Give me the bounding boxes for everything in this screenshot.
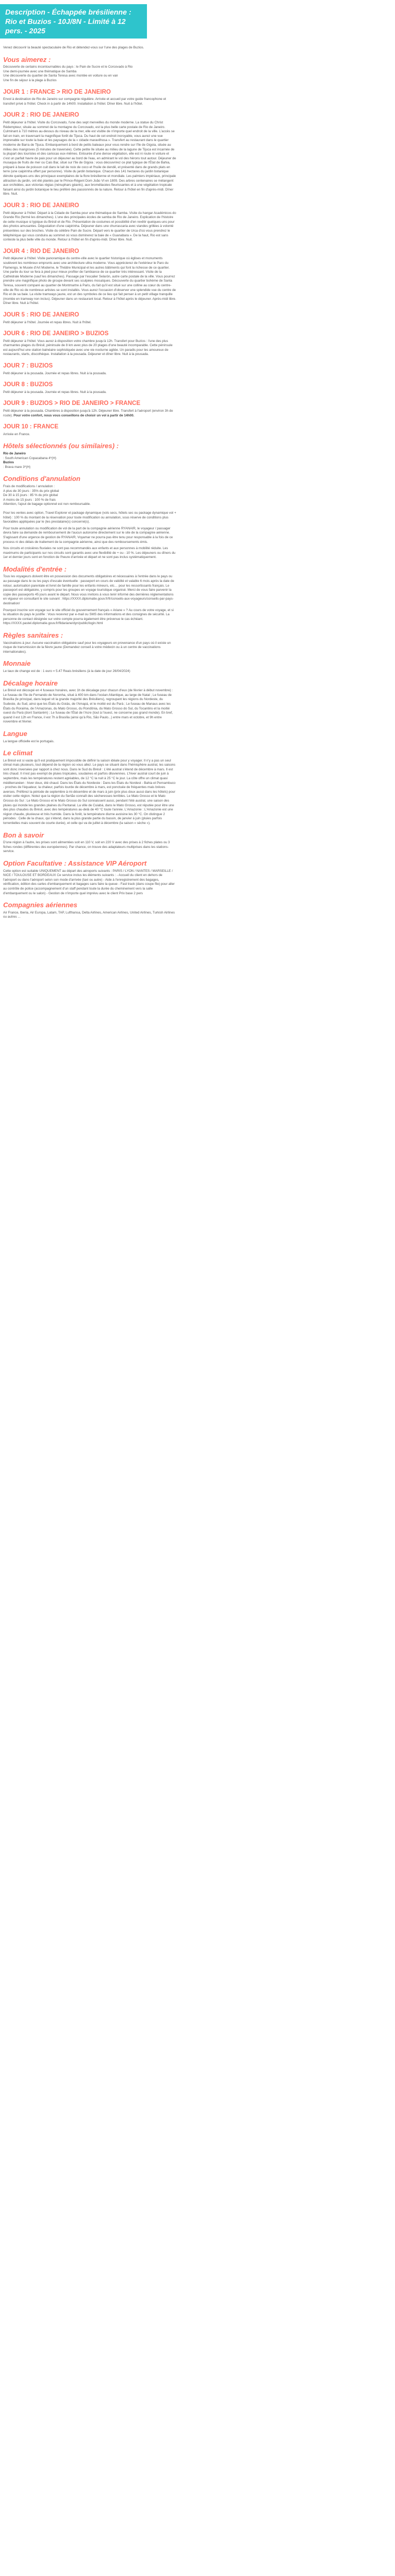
aimerez-list <box>3 65 176 83</box>
list-item: Découverte de certains incontournables du pays : le Pain de Sucre et le Corcovado à Rio <box>3 65 133 69</box>
annulation-paragraph: Nos circuits et croisières fluviales ne sont pas recommandés aux enfants et aux personnes à mobilité réduite. Les maximums de participants sur nos circuits sont garantis avec une flexibilité de + ou - 10 %. Les déjeuners ou dîners du 1er et dernier jours sont en fonction de l'heure d'arrivée et départ et ne sont pas inclus systématiquement. <box>3 547 176 560</box>
annulation-fees <box>3 485 176 507</box>
formalites-paragraph: Tous les voyageurs doivent être en possession des documents obligatoires et nécessaires à l'entrée dans le pays ou au passage dans le ou les pays d'escale éventuelle : passeport en cours de validité et valable 6 mois après la date de retour, autorisation parentale et livret de famille pour les enfants mineurs, etc… pour les ressortissants français. Le passeport est obligatoire, y compris pour les groupes en voyage touristique organisé. Merci de vous faire parvenir la copie des passeports 45 jours avant le départ. Nous vous invitons à vous tenir informé des dernières réglementations en vigueur en consultant le site suivant : https://XXXX.diplomatie.gouv.fr/fr/conseils-aux-voyageurs/conseils-par-pays-destination/ <box>3 575 175 606</box>
hotel-name: : South American Copacabana 4*(H) <box>3 456 56 460</box>
page-title: Description - Échappée brésilienne : Rio et Buzios - 10J/8N - Limité à 12 pers. - 2025 <box>0 4 147 39</box>
day-9-title: JOUR 9 : BUZIOS > RIO DE JANEIRO > FRANCE <box>3 400 141 407</box>
decalage-heading: Décalage horaire <box>3 679 58 687</box>
day-9-text <box>3 409 176 418</box>
langue-text: La langue officielle est le portugais. <box>3 739 55 743</box>
day-6-title: JOUR 6 : RIO DE JANEIRO > BUZIOS <box>3 331 109 337</box>
day-10-text: Arrivée en France. <box>3 432 30 436</box>
day-7-title: JOUR 7 : BUZIOS <box>3 363 53 370</box>
annulation-paragraph: Pour les ventes avec option, Travel Explorer et package dynamique (vols secs, hôtels sec ou package dynamique vol + hôtel) : 100 % du montant de la réservation pour toute modification ou annulation, sous réserve de conditions plus favorables appliquées par le (les prestataire(s) concerné(s). <box>3 511 176 524</box>
fee-line: A moins de 15 jours : 100 % de frais <box>3 498 56 502</box>
climat-paragraph: Le Brésil est si vaste qu'il est pratiquement impossible de définir la saison idéale pour y voyager. Il n'y a pas un seul climat mais plusieurs, tout dépend de la région où vous allez. Le pays se situant dans l'hémisphère austral, les saisons sont donc inversées par rapport à chez nous. Dans le Sud du Brésil : L'été austral s'étend de décembre à mars. Il est très chaud. Il n'est pas exempt de pluies tropicales, soudaines et parfois diluviennes. L'hiver austral court de juin à septembre, mais les températures restent agréables, de 12 °C la nuit à 25 °C le jour. La côte offre un climat quasi méditerranéen : hiver doux, été chaud. Dans les États du Nordeste : Dans les États du Nordest - Bahia et Pernambuco - proches de l'équateur, la chaleur, parfois lourde de décembre à mars, est ponctuée de fréquentes mais brèves averses. Préférez la période de septembre à mi-décembre et de mars à juin (prix plus doux aussi dans les hôtels) pour visiter cette région. Notez que la région du Sertão connaît des sécheresses terribles. Le Mato Grosso et le Mato Grosso do Sul : Le Mato Grosso et le Mato Grosso do Sul connaissent aussi, pendant l'été austral, une saison des pluies qui inonde les grandes plaines du Pantanal. La ville de Cuiabá, dans le Mato Grosso, est réputée pour être une des plus chaudes du Brésil, avec des températures au-delà de 40 °C toute l'année. L'Amazonie : L'Amazonie est une région chaude, pluvieuse et très humide. Dans la forêt, la température diurne avoisine les 30 °C. On distingue 2 périodes : Celle de la chaux, qui s'étend, dans la plus grande partie du bassin, de janvier à juin (pluies parfois torrentielles mais souvent de courte durée), et celle qui va de juillet à décembre (la saison « sèche »). <box>3 758 176 825</box>
intro-text: Venez découvrir la beauté spectaculaire de Rio et détendez-vous sur l'une des plages de Buzios. <box>3 46 144 49</box>
assistance-paragraph: Cette option est suitable UNIQUEMENT au départ des aéroports suivants : PARIS / LYON / NANTES / MARSEILLE / NICE / TOULOUSE ET BORDEAUX Ce service inclus les éléments suivants : - Accueil du client en dehors de l'aéroport ou dans l'aéroport selon son mode d'arrivée (taxi ou autre) - Aide à l'enregistrement des bagages, vérification, édition des cartes d'embarquement et bagages sans faire la queue - Fast track (dans coupe file) pour aller au contrôle de police (accompagnement d'un staff pendant toute la durée du cheminement vers la salle d'embarquement ou le salon) - Gestion de n'importe quel imprévu avec le client Prix base 2 pers <box>3 869 175 895</box>
assistance-heading: Option Facultative : Assistance VIP Aéroport <box>3 859 147 867</box>
monnaie-heading: Monnaie <box>3 659 31 668</box>
day-5-title: JOUR 5 : RIO DE JANEIRO <box>3 311 79 318</box>
sanitaires-paragraph: Vaccinations à jour. Aucune vaccination obligatoire sauf pour les voyageurs en provenance d'un pays où il existe un risque de transmission de la fièvre jaune (Demandez conseil à votre médecin ou à un centre de vaccinations internationales). <box>3 641 171 654</box>
day-2-text: Petit déjeuner à l'hôtel. Visite du Corcovado, l'une des sept merveilles du monde moderne. La statue du Christ Rédempteur, située au sommet de la montagne du Corcovado, est la plus belle carte postale de Rio de Janeiro. Culminant à 710 mètres au-dessus du niveau de la mer, elle est visible de n'importe quel endroit de la ville. L'accès se fait en train, en traversant la magnifique forêt de Tijuca. Du haut de cet endroit incroyable, vous aurez une vue imprenable sur toute la baie et les paysages de la « cidade maravilhosa ». Transfert au restaurant dans le quartier moderne de Barra de Tijuca. Embarquement à bord de petits bateaux pour vous rendre sur l'île de Gigoia, située au milieu des mangroves (5 minutes de traversée). Cette petite île située au milieu de la lagune de Tijuca est incarnée de la plupart des touristes et des cariocas eux-mêmes. Entourée d'une dense végétation, elle est ni route ni voiture et c'est un parfait havre de paix pour un déjeuner au bord de l'eau, en admirant le vol des hérons tout autour. Déjeuner de musaqua de fruits de mer ou Cais Bar, situé sur l'île de Gigoia : vous découvrirez ce plat typique de l'État de Bahia, préparé à base de poisson cuit dans le lait de noix de coco et l'huile de dendê, et présenté dans de grands plats en terre (une caipirinha offert par personne). Visite du jardin botanique. Chacun des 141 hectares du jardin botanique dénote quelques-uns des principaux exemplaires de la flore brésilienne et mondiale. Les palmiers impériaux, principale attraction du jardin, ont été plantés par le Prince-Régent Dom João VI en 1809. Des arbres centenaires se mélangent aux orchidées, aux victorias régias (nénuphars géants), aux broméliacées fleurissantes et à une végétation tropicale faisant ainsi du jardin botanique le lieu préféré des passionnés de la nature. Retour à l'hôtel en fin d'après-midi. Dîner libre. Nuit. <box>3 120 176 196</box>
sanitaires-heading: Règles sanitaires : <box>3 631 63 639</box>
hotels-heading: Hôtels sélectionnés (ou similaires) : <box>3 442 119 450</box>
hotel-city: Rio de Janeiro <box>3 452 26 455</box>
day-3-title: JOUR 3 : RIO DE JANEIRO <box>3 202 79 209</box>
decalage-paragraph: Le Brésil est découpé en 4 fuseaux horaires, avec 1h de décalage pour chacun d'eux (de février à début novembre) : Le fuseau de l'île de Fernando de Noronha, situé à 400 km dans l'océan Atlantique, au large de Natal ; Le fuseau de Brasília (le principal, dans lequel vit la grande majorité des Brésiliens), regroupant les régions du Nordeste, du Sudeste, du Sud, ainsi que les États du Goiás, de l'Amapá, et le moitié est du Pará ; Le fuseau de Manaus avec les États du Roraima, de l'Amazonas, du Mato Grosso, du Rondônia, du Mato Grosso do Sul, du Tocantins et la moitié ouest du Pará (dont Santarém) ; Le fuseau de l'État de l'Acre (tout à l'ouest, ne concerne pas grand monde). En bref, quand il est 12h en France, il est 7h à Brasília (ainsi qu'à Rio, São Paulo...) entre mars et octobre, et 9h entre novembre et février. <box>3 689 173 724</box>
voyage-paragraph: D'une région à l'autre, les prises sont alimentées soit en 110 V, soit en 220 V avec des prises à 2 fiches plates ou 3 fiches rondes (différentes des européennes). Par chance, on trouve des adaptateurs multiprises dans les stations-service. <box>3 841 170 854</box>
formalites-paragraph: Pourquoi inscrire son voyage sur le site officiel du gouvernement français « Ariane » ? Au cours de votre voyage, et si la situation du pays le justifie : Vous recevrez par e-mail ou SMS des informations et des consignes de sécurité. La personne de contact désignée sur votre compte pourra également être prévenue le cas échéant. https://XXXX.pastel.diplomatie.gouv.fr/fildariane/dyn/public/login.html <box>3 608 174 626</box>
day-3-text: Petit déjeuner à l'hôtel. Départ à la Cidade de Samba pour une thématique de Samba. Visite du hangar Académicos do Grande Rio (fermé les dimanches). L'une des principales écoles de samba de Rio de Janeiro. Explication de l'histoire de cette musique si typique du Brésil et de Rio. Présentation de costumes et possibilité d'en revêtir quelques-uns pour des photos amusantes. Dégustation d'une caipirinha. Déjeuner dans une churrascaria avec viandes grillées à volonté présentées sur des broches. Visite du célèbre Pain de Sucre. Départ vers le quartier de Urca d'où vous prendrez le téléphérique qui vous conduira au sommet où vous dominerez la baie de « Guanabara ». De la haut, Rio est sans conteste la plus belle ville du monde. Retour à l'hôtel en fin d'après-midi. Dîner libre. Nuit. <box>3 211 176 242</box>
compagnies-heading: Compagnies aériennes <box>3 901 78 909</box>
voyage-heading: Bon à savoir <box>3 831 44 839</box>
monnaie-text: Le taux de change est de : 1 euro = 5.47 Reais brésiliens (à la date de jour 26/04/2024) <box>3 669 130 673</box>
day-5-text: Petit déjeuner à l'hôtel. Journée et repas libres. Nuit à l'hôtel. <box>3 320 92 324</box>
hotel-name: : Brava mare 3*(H) <box>3 465 31 469</box>
list-item: Une fin de séjour à la plage à Buzios <box>3 78 57 82</box>
hotels-list <box>3 452 176 469</box>
day-7-text: Petit déjeuner à la pousada. Journée et repas libres. Nuit à la pousada. <box>3 371 107 375</box>
day-2-title: JOUR 2 : RIO DE JANEIRO <box>3 112 79 119</box>
annulation-heading: Conditions d'annulation <box>3 475 81 483</box>
fee-line: A plus de 30 jours : 35% du prix global <box>3 489 59 493</box>
day-4-title: JOUR 4 : RIO DE JANEIRO <box>3 248 79 255</box>
compagnies-text: Air France, Iberia, Air Europa, Latam, TAP, Lufthansa, Delta Airlines, American Airlines, United Airlines, Turkish Airlines ou autres ... <box>3 910 175 919</box>
climat-heading: Le climat <box>3 749 33 757</box>
day-8-title: JOUR 8 : BUZIOS <box>3 382 53 388</box>
list-item: Une demi-journée avec une thématique de Samba <box>3 69 77 73</box>
list-item: Une découverte du quartier de Santa Teresa avec montée en voiture ou en van <box>3 74 118 78</box>
fee-line: Frais de modifications / annulation : <box>3 484 55 488</box>
hotel-rio <box>3 452 176 461</box>
day-1-text: Envol à destination de Rio de Janeiro sur compagnie régulière. Arrivée et accueil par votre guide francophone et transfert privé à l'hôtel. Check in à partir de 14h00. Installation à l'hôtel. Dîner libre. Nuit à l'hôtel. <box>3 97 166 106</box>
formalites-heading: Modalités d'entrée : <box>3 565 67 573</box>
langue-heading: Langue <box>3 729 28 738</box>
fee-line: De 30 à 15 jours : 85 % du prix global <box>3 493 58 498</box>
day-10-title: JOUR 10 : FRANCE <box>3 424 59 430</box>
day-8-text: Petit déjeuner à la pousada. Journée et repas libres. Nuit à la pousada. <box>3 390 107 394</box>
day-9-body: Petit déjeuner à la pousada. Chambres à disposition jusqu'à 12h. Déjeuner libre. Transfert à l'aéroport (environ 3h de route). <box>3 409 173 417</box>
hotel-city: Buzios <box>3 461 14 465</box>
description-content <box>0 39 179 920</box>
day-6-text: Petit déjeuner à l'hôtel. Vous aurez à disposition votre chambre jusqu'à 12h. Transfert pour Buzios : l'une des plus charmantes plages du Brésil, péninsule de 8 km avec plus de 20 plages d'une beauté incomparable. Cette péninsule est aujourd'hui une station balnéaire sophistiquée avec une vie nocturne agitée. Un paradis pour les amoureux de restaurants, starts, discothèque. Installation à la pousada. Déjeuner et dîner libre. Nuit à la pousada. <box>3 339 172 357</box>
hotel-buzios <box>3 461 176 469</box>
day-9-flight-advice: Pour votre confort, nous vous conseillons de choisir un vol à partir de 14h00. <box>13 413 134 417</box>
annulation-paragraph: Pour toute annulation ou modification de vol de la part de la compagnie aérienne RYANAIR, le voyageur / passager devra faire sa demande de remboursement de l'aucun autonome directement sur le site de la compagnie aérienne. S'agissant d'une urgence de gestion de RYANAIR, Voyamar ne pourra pas être tenu pour responsable à la fois de ce process ni des délais de traitement de la compagnie aérienne, ainsi que des remboursements émis. <box>3 526 173 544</box>
day-4-text: Petit déjeuner à l'hôtel. Visite panoramique du centre-ville avec le quartier historique où églises et monuments soulèvent les nombreux emprunts avec une architecture ultra moderne. Vous apprécierez de l'extérieur le Paro du Flamengo, le Musée d'Art Moderne, le Théâtre Municipal et les autres bâtiments qui font la richesse de ce quartier. Une partie du tour se fera à pied pour mieux profiter de l'ambiance de ce quartier très intéressant. Visite de la Cathédrale Moderne (sauf les dimanches). Passage par l'escalier Selarón, autre carte postale de la ville. Vous pourrez prendre une magnifique photo de groupe devant ses sculpées mosaïques. Découverte du quartier bohème de Santa Teresa, souvent comparé au quartier de Montmartre à Paris, du fait qu'il est situé sur une colline au cœur du centre-ville de Rio où de nombreux artistes se sont installés. Vous aurez l'occasion d'observer une splendide vue du centre de Rio et de sa baie. La visite tramways jaune, est un des symboles de ce lieu qui fait penser à un petit village tranquille (montée en tramway non inclus). Déjeuner dans un restaurant local. Retour à l'hôtel après le déjeuner. Après-midi libre. Dîner libre. Nuit à l'hôtel. <box>3 257 176 306</box>
aimerez-heading: Vous aimerez : <box>3 55 51 64</box>
day-1-title: JOUR 1 : FRANCE > RIO DE JANEIRO <box>3 88 111 95</box>
fee-line: Attention, l'ajout de bagage optionnel est non remboursable. <box>3 502 91 506</box>
